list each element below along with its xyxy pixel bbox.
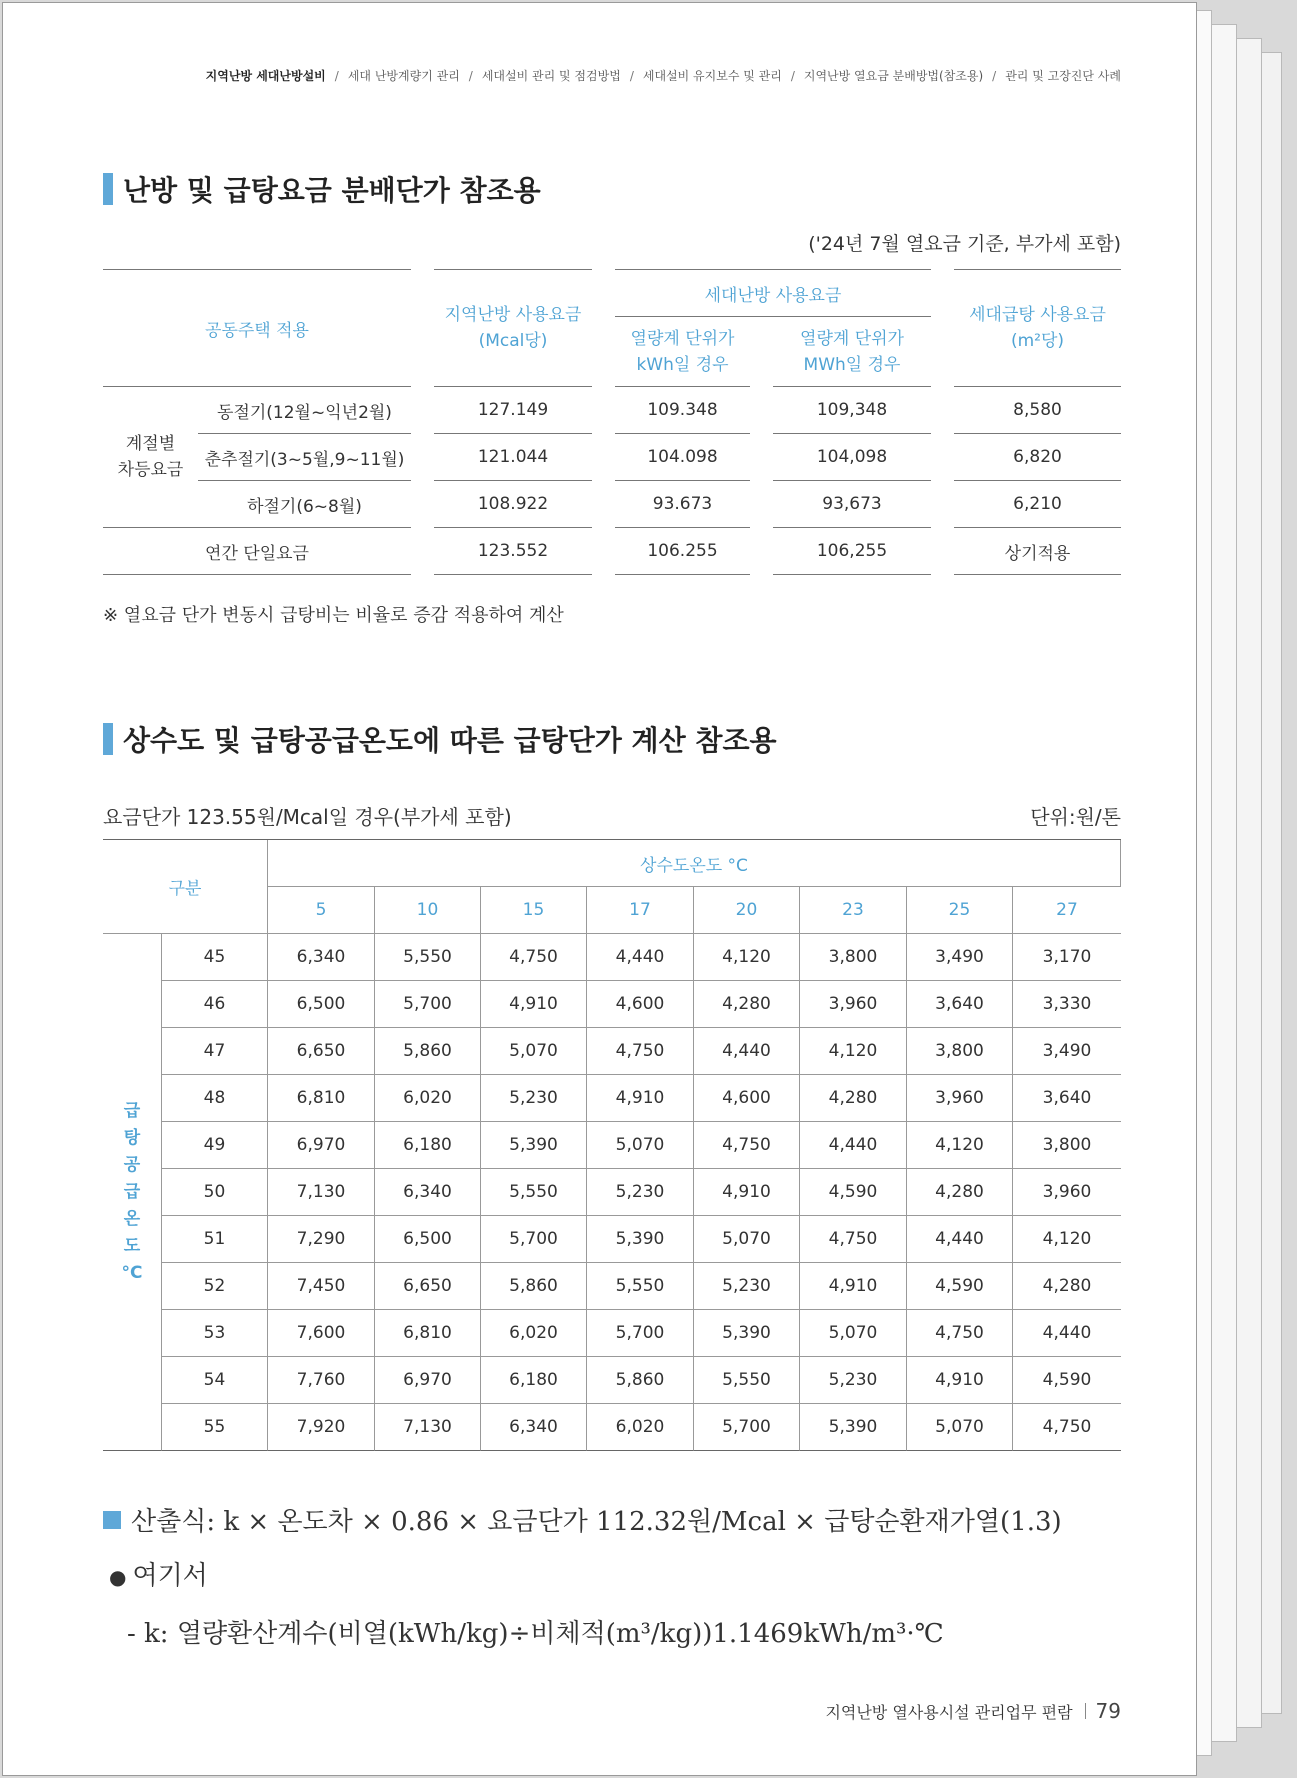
breadcrumb: 지역난방 세대난방설비 / 세대 난방계량기 관리 / 세대설비 관리 및 점검방법 / 세대설비 유지보수 및 관리 / 지역난방 열요금 분배방법(참조용) / 관리 및 고장진단 사례	[205, 69, 1121, 83]
unit-price-cell: 3,800	[1013, 1122, 1121, 1169]
header-hotwater-unit: (m²당)	[1010, 331, 1065, 351]
unit-price-cell: 4,280	[907, 1169, 1013, 1216]
unit-price-cell: 5,550	[375, 934, 481, 981]
unit-price-cell: 5,700	[587, 1310, 694, 1357]
where-bullet	[109, 1555, 208, 1592]
breadcrumb-item: 지역난방 열요금 분배방법(참조용)	[803, 69, 984, 83]
unit-price-cell: 3,490	[1013, 1028, 1121, 1075]
unit-price-cell: 6,180	[375, 1122, 481, 1169]
unit-price-cell: 4,590	[907, 1263, 1013, 1310]
unit-price-cell: 4,910	[800, 1263, 907, 1310]
unit-price-cell: 6,020	[375, 1075, 481, 1122]
unit-price-cell: 6,970	[268, 1122, 375, 1169]
header-district-rate	[434, 269, 592, 387]
header-mwh-line1: 열량계 단위가	[800, 328, 904, 349]
supply-temp-label-char: 급	[123, 1181, 141, 1202]
header-apartment: 공동주택 적용	[103, 269, 411, 387]
annual-rate-label: 연간 단일요금	[103, 528, 411, 575]
supply-temp-label-char: 도	[123, 1235, 141, 1256]
header-household-heating: 세대난방 사용요금	[615, 269, 931, 317]
water-temp-column-header: 20	[694, 887, 800, 934]
document-page	[2, 2, 1197, 1776]
unit-price-cell: 7,450	[268, 1263, 375, 1310]
header-mwh-line2: MWh일 경우	[803, 354, 901, 375]
unit-price-cell: 4,910	[587, 1075, 694, 1122]
table-row	[103, 1310, 1121, 1357]
unit-price-cell: 4,120	[800, 1028, 907, 1075]
unit-price-cell: 7,290	[268, 1216, 375, 1263]
unit-price-cell: 5,700	[694, 1404, 800, 1451]
unit-price-cell: 4,750	[907, 1310, 1013, 1357]
header-kwh-line1: 열량계 단위가	[630, 328, 735, 349]
district-rate-value: 108.922	[434, 481, 592, 528]
unit-price-cell: 6,810	[375, 1310, 481, 1357]
unit-label: 단위:원/톤	[1030, 805, 1121, 829]
supply-temp-label-char: 온	[123, 1208, 141, 1229]
supply-temp-value: 50	[162, 1169, 268, 1216]
breadcrumb-item: 지역난방 세대난방설비	[205, 69, 326, 83]
unit-price-cell: 4,910	[907, 1357, 1013, 1404]
unit-price-cell: 5,860	[375, 1028, 481, 1075]
district-rate-value: 123.552	[434, 528, 592, 575]
supply-temp-value: 52	[162, 1263, 268, 1310]
table-row	[103, 1028, 1121, 1075]
unit-price-cell: 3,170	[1013, 934, 1121, 981]
title-bar-marker	[103, 173, 113, 205]
table-row	[103, 981, 1121, 1028]
unit-price-cell: 6,020	[481, 1310, 587, 1357]
unit-price-cell: 4,750	[1013, 1404, 1121, 1451]
unit-price-cell: 7,600	[268, 1310, 375, 1357]
header-district-unit: (Mcal당)	[478, 331, 548, 351]
unit-price-cell: 6,020	[587, 1404, 694, 1451]
title-bar-marker	[103, 723, 113, 755]
header-hotwater-label: 세대급탕 사용요금	[969, 305, 1106, 325]
seasonal-label-line1: 계절별	[125, 434, 176, 454]
unit-price-cell: 5,230	[587, 1169, 694, 1216]
unit-price-cell: 4,120	[694, 934, 800, 981]
unit-price-cell: 4,440	[907, 1216, 1013, 1263]
table-row	[103, 934, 1121, 981]
unit-price-cell: 4,750	[587, 1028, 694, 1075]
unit-price-cell: 6,180	[481, 1357, 587, 1404]
unit-price-cell: 7,130	[375, 1404, 481, 1451]
district-rate-value: 121.044	[434, 434, 592, 481]
unit-price-cell: 4,750	[800, 1216, 907, 1263]
table-corner-label: 구분	[103, 840, 268, 934]
supply-temp-label-char: 탕	[123, 1127, 141, 1148]
unit-price-cell: 5,230	[694, 1263, 800, 1310]
unit-price-cell: 6,340	[481, 1404, 587, 1451]
table-row	[103, 1075, 1121, 1122]
unit-price-cell: 4,280	[1013, 1263, 1121, 1310]
unit-price-cell: 3,800	[907, 1028, 1013, 1075]
mwh-rate-value: 93,673	[773, 481, 931, 528]
rate-footnote: ※ 열요금 단가 변동시 급탕비는 비율로 증감 적용하여 계산	[103, 605, 564, 626]
unit-price-cell: 4,280	[800, 1075, 907, 1122]
unit-price-cell: 4,440	[587, 934, 694, 981]
kwh-rate-value: 93.673	[615, 481, 750, 528]
kwh-rate-value: 104.098	[615, 434, 750, 481]
section-title-text: 난방 및 급탕요금 분배단가 참조용	[123, 174, 541, 207]
table-row	[103, 1122, 1121, 1169]
formula-text: 산출식: k × 온도차 × 0.86 × 요금단가 112.32원/Mcal × 급탕순환재가열(1.3)	[131, 1507, 1062, 1537]
water-temp-column-header: 15	[481, 887, 587, 934]
breadcrumb-item: 세대설비 관리 및 점검방법	[481, 69, 621, 83]
unit-price-cell: 5,390	[587, 1216, 694, 1263]
unit-price-cell: 4,440	[1013, 1310, 1121, 1357]
seasonal-rate-label	[103, 387, 198, 528]
unit-price-cell: 4,120	[907, 1122, 1013, 1169]
unit-price-cell: 4,120	[1013, 1216, 1121, 1263]
unit-price-cell: 4,440	[800, 1122, 907, 1169]
bullet-dot-icon: ●	[109, 1565, 127, 1589]
unit-price-cell: 5,070	[800, 1310, 907, 1357]
unit-price-cell: 6,340	[375, 1169, 481, 1216]
water-temp-column-header: 17	[587, 887, 694, 934]
header-district-label: 지역난방 사용요금	[444, 305, 582, 325]
unit-price-cell: 5,550	[587, 1263, 694, 1310]
unit-price-cell: 6,340	[268, 934, 375, 981]
unit-price-cell: 3,330	[1013, 981, 1121, 1028]
footer-divider	[1085, 1703, 1086, 1719]
where-text: 여기서	[132, 1561, 208, 1591]
header-kwh-line2: kWh일 경우	[636, 354, 729, 375]
hotwater-rate-value: 상기적용	[954, 528, 1121, 575]
season-label: 동절기(12월~익년2월)	[198, 387, 411, 434]
unit-price-cell: 5,070	[694, 1216, 800, 1263]
unit-price-cell: 6,810	[268, 1075, 375, 1122]
unit-price-cell: 3,960	[907, 1075, 1013, 1122]
unit-price-cell: 4,750	[694, 1122, 800, 1169]
unit-price-cell: 5,070	[907, 1404, 1013, 1451]
unit-price-cell: 3,640	[907, 981, 1013, 1028]
hotwater-unit-price-table	[103, 839, 1121, 1451]
unit-price-cell: 4,600	[694, 1075, 800, 1122]
supply-temp-label-char: 공	[123, 1154, 141, 1175]
unit-price-cell: 3,800	[800, 934, 907, 981]
unit-price-cell: 3,640	[1013, 1075, 1121, 1122]
calculation-formula	[103, 1501, 1062, 1538]
water-temp-column-header: 23	[800, 887, 907, 934]
unit-price-cell: 4,910	[694, 1169, 800, 1216]
price-table-body	[103, 934, 1121, 1451]
section-title-hotwater-unit-price	[103, 719, 777, 759]
unit-price-cell: 5,230	[481, 1075, 587, 1122]
seasonal-label-line2: 차등요금	[117, 460, 184, 480]
unit-price-cell: 5,230	[800, 1357, 907, 1404]
table-row	[103, 1216, 1121, 1263]
supply-temp-value: 45	[162, 934, 268, 981]
unit-price-cell: 5,700	[375, 981, 481, 1028]
unit-price-cell: 5,700	[481, 1216, 587, 1263]
unit-price-cell: 5,070	[481, 1028, 587, 1075]
supply-temp-value: 51	[162, 1216, 268, 1263]
unit-price-cell: 5,550	[694, 1357, 800, 1404]
water-temp-column-header: 10	[375, 887, 481, 934]
k-definition: - k: 열량환산계수(비열(kWh/kg)÷비체적(m³/kg))1.1469kWh/m³·℃	[127, 1619, 944, 1649]
supply-temp-value: 55	[162, 1404, 268, 1451]
section-title-heating-rates	[103, 169, 541, 209]
unit-price-cell: 4,910	[481, 981, 587, 1028]
water-temp-column-header: 25	[907, 887, 1013, 934]
unit-price-cell: 6,500	[268, 981, 375, 1028]
unit-price-cell: 4,280	[694, 981, 800, 1028]
district-rate-value: 127.149	[434, 387, 592, 434]
table-row	[103, 1357, 1121, 1404]
unit-price-cell: 3,960	[800, 981, 907, 1028]
unit-price-cell: 5,390	[800, 1404, 907, 1451]
water-temp-column-header: 5	[268, 887, 375, 934]
supply-temp-value: 46	[162, 981, 268, 1028]
page-footer	[825, 1699, 1121, 1723]
unit-price-cell: 5,070	[587, 1122, 694, 1169]
supply-temp-value: 47	[162, 1028, 268, 1075]
header-hotwater-rate	[954, 269, 1121, 387]
season-label: 춘추절기(3~5월,9~11월)	[198, 434, 411, 481]
unit-price-cell: 4,590	[1013, 1357, 1121, 1404]
breadcrumb-item: 세대 난방계량기 관리	[347, 69, 460, 83]
unit-price-cell: 5,390	[694, 1310, 800, 1357]
page-number: 79	[1095, 1699, 1121, 1723]
unit-price-cell: 6,500	[375, 1216, 481, 1263]
breadcrumb-item: 관리 및 고장진단 사례	[1005, 69, 1121, 83]
supply-temp-label-char: °C	[121, 1262, 143, 1283]
mwh-rate-value: 106,255	[773, 528, 931, 575]
unit-price-cell: 4,590	[800, 1169, 907, 1216]
header-mwh-meter	[773, 317, 931, 387]
kwh-rate-value: 109.348	[615, 387, 750, 434]
unit-price-cell: 5,550	[481, 1169, 587, 1216]
table-row	[103, 1169, 1121, 1216]
unit-price-cell: 4,750	[481, 934, 587, 981]
header-kwh-meter	[615, 317, 750, 387]
supply-temp-value: 53	[162, 1310, 268, 1357]
hotwater-rate-value: 6,210	[954, 481, 1121, 528]
mwh-rate-value: 104,098	[773, 434, 931, 481]
unit-price-cell: 3,960	[1013, 1169, 1121, 1216]
season-label: 하절기(6~8월)	[198, 481, 411, 528]
unit-price-cell: 3,490	[907, 934, 1013, 981]
unit-price-cell: 4,600	[587, 981, 694, 1028]
table-row	[103, 1263, 1121, 1310]
square-bullet-icon	[103, 1511, 121, 1529]
rate-condition-note: 요금단가 123.55원/Mcal일 경우(부가세 포함)	[103, 805, 512, 829]
unit-price-cell: 5,390	[481, 1122, 587, 1169]
unit-price-cell: 4,440	[694, 1028, 800, 1075]
unit-price-cell: 7,920	[268, 1404, 375, 1451]
supply-temp-group-label	[103, 934, 162, 1451]
unit-price-cell: 6,650	[375, 1263, 481, 1310]
rate-basis-note: ('24년 7월 열요금 기준, 부가세 포함)	[808, 233, 1121, 255]
unit-price-cell: 5,860	[481, 1263, 587, 1310]
supply-temp-value: 48	[162, 1075, 268, 1122]
unit-price-cell: 7,760	[268, 1357, 375, 1404]
supply-temp-value: 49	[162, 1122, 268, 1169]
book-title: 지역난방 열사용시설 관리업무 편람	[825, 1702, 1073, 1722]
water-temp-column-header: 27	[1013, 887, 1121, 934]
hotwater-rate-value: 8,580	[954, 387, 1121, 434]
supply-temp-value: 54	[162, 1357, 268, 1404]
table-row	[103, 1404, 1121, 1451]
kwh-rate-value: 106.255	[615, 528, 750, 575]
section-title-text: 상수도 및 급탕공급온도에 따른 급탕단가 계산 참조용	[123, 724, 777, 757]
breadcrumb-item: 세대설비 유지보수 및 관리	[642, 69, 782, 83]
heating-rate-table	[103, 269, 1121, 575]
unit-price-cell: 6,970	[375, 1357, 481, 1404]
unit-price-cell: 5,860	[587, 1357, 694, 1404]
water-temp-group-header: 상수도온도 °C	[268, 840, 1121, 887]
mwh-rate-value: 109,348	[773, 387, 931, 434]
unit-price-cell: 6,650	[268, 1028, 375, 1075]
hotwater-rate-value: 6,820	[954, 434, 1121, 481]
unit-price-cell: 7,130	[268, 1169, 375, 1216]
supply-temp-label-char: 급	[123, 1100, 141, 1121]
